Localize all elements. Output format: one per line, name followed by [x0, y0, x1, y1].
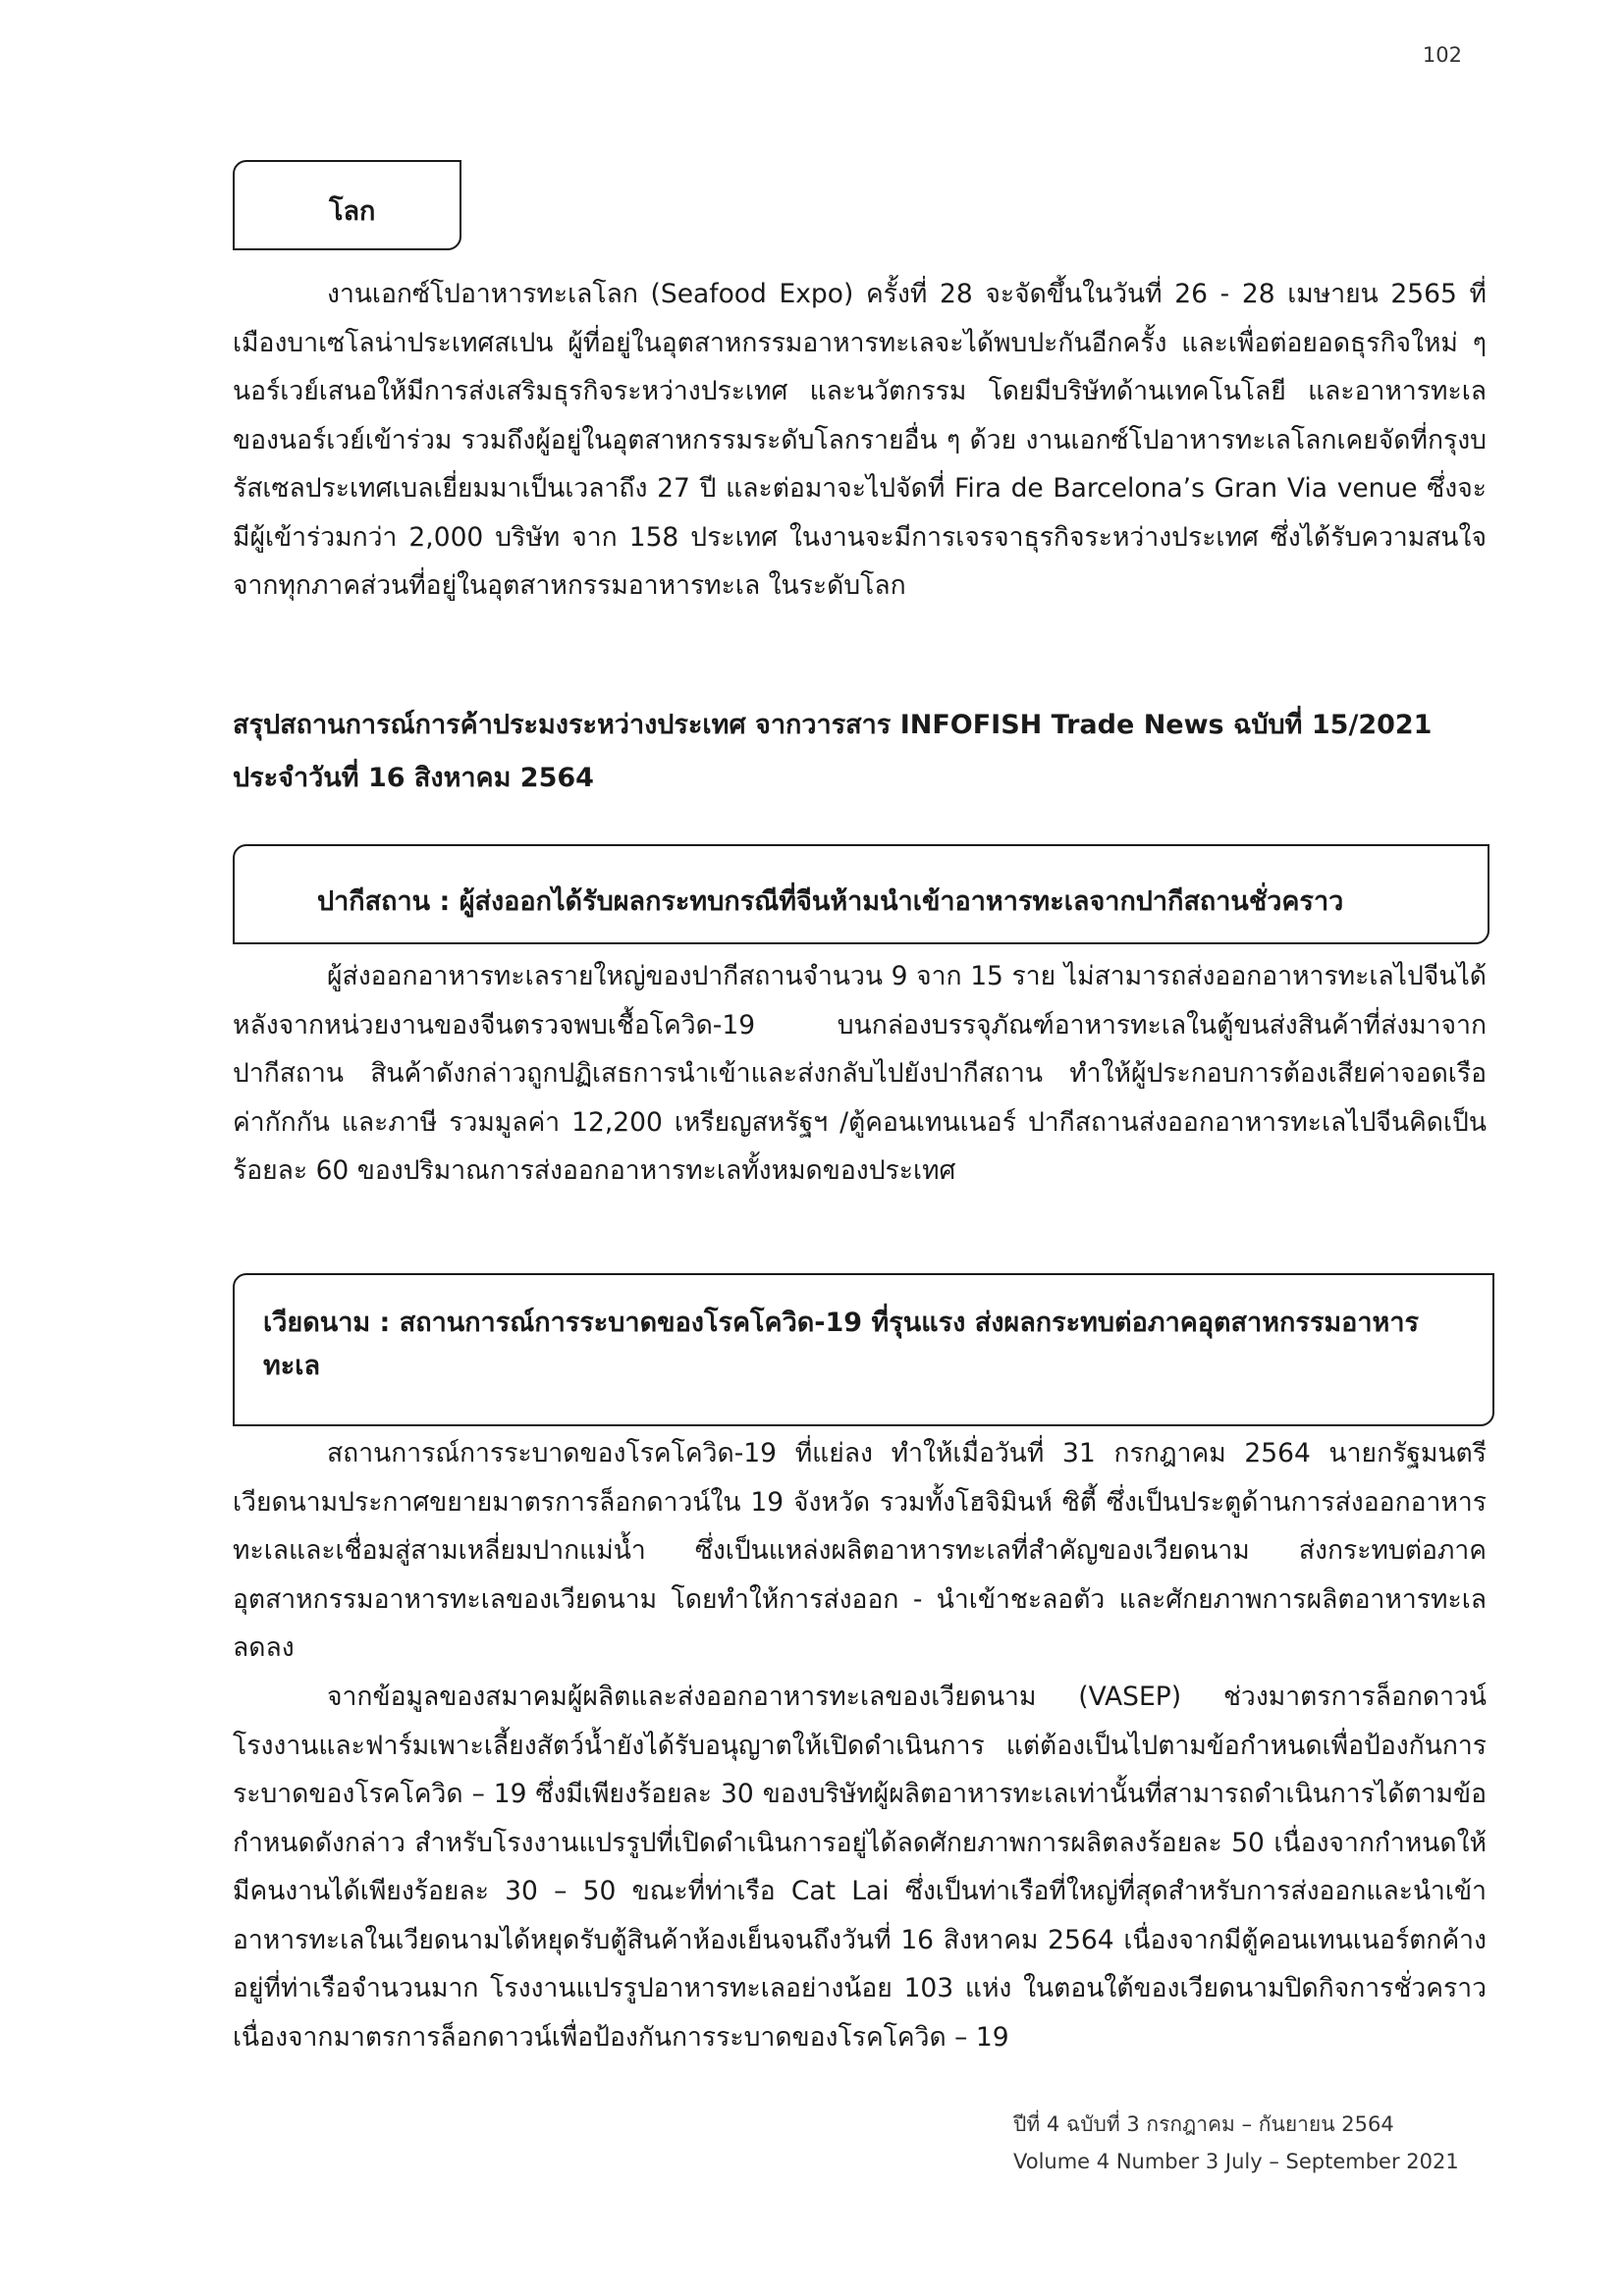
paragraph-vietnam-1: สถานการณ์การระบาดของโรคโควิด-19 ที่แย่ลง ทำให้เมื่อวันที่ 31 กรกฎาคม 2564 นายกรัฐมนตรีเวียดนามประกาศขยายมาตรการล็อกดาวน์ใน 19 จังหวัด รวมทั้งโฮจิมินห์ ซิตี้ ซึ่งเป็นประตูด้านการส่งออกอาหารทะเลและเชื่อมสู่สามเหลี่ยมปากแม่น้ำ ซึ่งเป็นแหล่งผลิตอาหารทะเลที่สำคัญของเวียดนาม ส่งกระทบต่อภาคอุตสาหกรรมอาหารทะเลของเวียดนาม โดยทำให้การส่งออก - นำเข้าชะลอตัว และศักยภาพการผลิตอาหารทะเลลดลง — [233, 1438, 1487, 1663]
section-heading-world-text: โลก — [329, 196, 376, 227]
paragraph-pakistan: ผู้ส่งออกอาหารทะเลรายใหญ่ของปากีสถานจำนวน 9 จาก 15 ราย ไม่สามารถส่งออกอาหารทะเลไปจีนได้หลังจากหน่วยงานของจีนตรวจพบเชื้อโควิด-19 บนกล่องบรรจุภัณฑ์อาหารทะเลในตู้ขนส่งสินค้าที่ส่งมาจากปากีสถาน สินค้าดังกล่าวถูกปฏิเสธการนำเข้าและส่งกลับไปยังปากีสถาน ทำให้ผู้ประกอบการต้องเสียค่าจอดเรือ ค่ากักกัน และภาษี รวมมูลค่า 12,200 เหรียญสหรัฐฯ /ตู้คอนเทนเนอร์ ปากีสถานส่งออกอาหารทะเลไปจีนคิดเป็นร้อยละ 60 ของปริมาณการส่งออกอาหารทะเลทั้งหมดของประเทศ — [233, 961, 1487, 1186]
summary-title — [233, 699, 1487, 805]
section-heading-pakistan-text: ปากีสถาน : ผู้ส่งออกได้รับผลกระทบกรณีที่จีนห้ามนำเข้าอาหารทะเลจากปากีสถานชั่วคราว — [317, 886, 1344, 917]
section-heading-world — [233, 160, 461, 250]
footer-issue-thai: ปีที่ 4 ฉบับที่ 3 กรกฎาคม – กันยายน 2564 — [1013, 2112, 1394, 2136]
paragraph-vietnam-2: จากข้อมูลของสมาคมผู้ผลิตและส่งออกอาหารทะเลของเวียดนาม (VASEP) ช่วงมาตรการล็อกดาวน์โรงงานและฟาร์มเพาะเลี้ยงสัตว์น้ำยังได้รับอนุญาตให้เปิดดำเนินการ แต่ต้องเป็นไปตามข้อกำหนดเพื่อป้องกันการระบาดของโรคโควิด – 19 ซึ่งมีเพียงร้อยละ 30 ของบริษัทผู้ผลิตอาหารทะเลเท่านั้นที่สามารถดำเนินการได้ตามข้อกำหนดดังกล่าว สำหรับโรงงานแปรรูปที่เปิดดำเนินการอยู่ได้ลดศักยภาพการผลิตลงร้อยละ 50 เนื่องจากกำหนดให้มีคนงานได้เพียงร้อยละ 30 – 50 ขณะที่ท่าเรือ Cat Lai ซึ่งเป็นท่าเรือที่ใหญ่ที่สุดสำหรับการส่งออกและนำเข้าอาหารทะเลในเวียดนามได้หยุดรับตู้สินค้าห้องเย็นจนถึงวันที่ 16 สิงหาคม 2564 เนื่องจากมีตู้คอนเทนเนอร์ตกค้างอยู่ที่ท่าเรือจำนวนมาก โรงงานแปรรูปอาหารทะเลอย่างน้อย 103 แห่ง ในตอนใต้ของเวียดนามปิดกิจการชั่วคราว เนื่องจากมาตรการล็อกดาวน์เพื่อป้องกันการระบาดของโรคโควิด – 19 — [233, 1682, 1487, 2053]
section-heading-vietnam-line1: เวียดนาม : สถานการณ์การระบาดของโรคโควิด-19 ที่รุนแรง ส่งผลกระทบต่อภาคอุตสาหกรรมอาหาร — [263, 1308, 1419, 1338]
summary-title-line2: ประจำวันที่ 16 สิงหาคม 2564 — [233, 763, 594, 793]
paragraph-world: งานเอกซ์โปอาหารทะเลโลก (Seafood Expo) ครั้งที่ 28 จะจัดขึ้นในวันที่ 26 - 28 เมษายน 2565 ที่เมืองบาเซโลน่าประเทศสเปน ผู้ที่อยู่ในอุตสาหกรรมอาหารทะเลจะได้พบปะกันอีกครั้ง และเพื่อต่อยอดธุรกิจใหม่ ๆ นอร์เวย์เสนอให้มีการส่งเสริมธุรกิจระหว่างประเทศ และนวัตกรรม โดยมีบริษัทด้านเทคโนโลยี และอาหารทะเลของนอร์เวย์เข้าร่วม รวมถึงผู้อยู่ในอุตสาหกรรมระดับโลกรายอื่น ๆ ด้วย งานเอกซ์โปอาหารทะเลโลกเคยจัดที่กรุงบรัสเซลประเทศเบลเยี่ยมมาเป็นเวลาถึง 27 ปี และต่อมาจะไปจัดที่ Fira de Barcelona’s Gran Via venue ซึ่งจะมีผู้เข้าร่วมกว่า 2,000 บริษัท จาก 158 ประเทศ ในงานจะมีการเจรจาธุรกิจระหว่างประเทศ ซึ่งได้รับความสนใจจากทุกภาคส่วนที่อยู่ในอุตสาหกรรมอาหารทะเล ในระดับโลก — [233, 279, 1487, 601]
section-heading-pakistan — [233, 844, 1489, 944]
footer — [1013, 2106, 1459, 2180]
footer-issue-english: Volume 4 Number 3 July – September 2021 — [1013, 2150, 1459, 2173]
section-heading-vietnam — [233, 1273, 1494, 1426]
summary-title-line1: สรุปสถานการณ์การค้าประมงระหว่างประเทศ จากวารสาร INFOFISH Trade News ฉบับที่ 15/2021 — [233, 710, 1433, 740]
page-number: 102 — [1422, 43, 1462, 67]
section-heading-vietnam-line2: ทะเล — [263, 1351, 321, 1381]
